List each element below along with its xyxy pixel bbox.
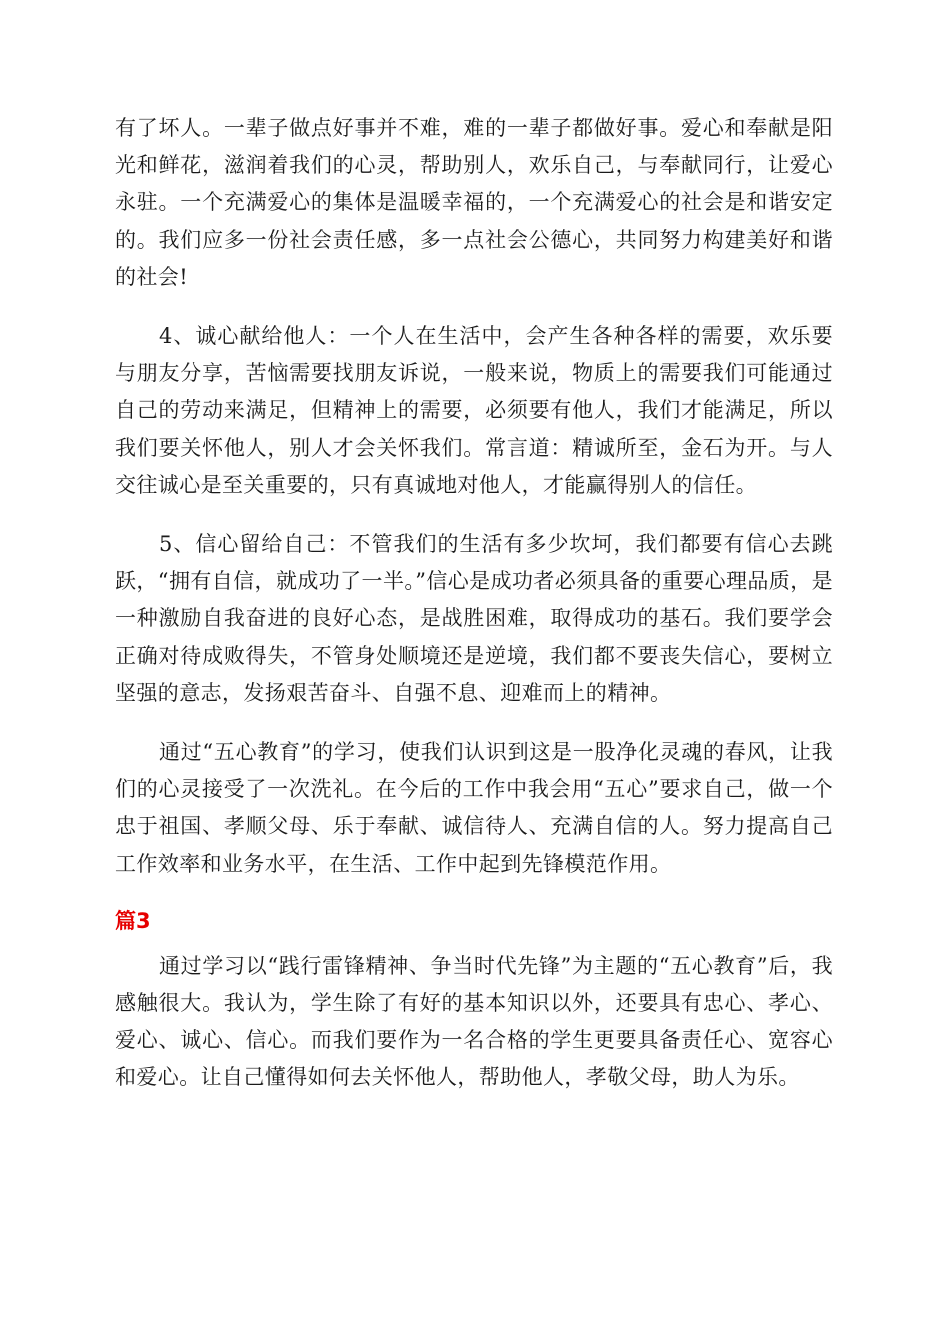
paragraph-gap xyxy=(115,504,833,526)
paragraph-gap xyxy=(115,296,833,318)
paragraph-continued: 有了坏人。一辈子做点好事并不难，难的一辈子都做好事。爱心和奉献是阳光和鲜花，滋润着我们的心灵，帮助别人，欢乐自己，与奉献同行，让爱心永驻。一个充满爱心的集体是温暖幸福的，一个充满爱心的社会是和谐安定的。我们应多一份社会责任感，多一点社会公德心，共同努力构建美好和谐的社会! xyxy=(115,116,833,289)
document-page xyxy=(115,110,833,1097)
paragraph-gap xyxy=(115,712,833,734)
paragraph-summary: 通过“五心教育”的学习，使我们认识到这是一股净化灵魂的春风，让我们的心灵接受了一次洗礼。在今后的工作中我会用“五心”要求自己，做一个忠于祖国、孝顺父母、乐于奉献、诚信待人、充满自信的人。努力提高自己工作效率和业务水平，在生活、工作中起到先锋模范作用。 xyxy=(115,740,833,876)
paragraph-item-5: 5、信心留给自己：不管我们的生活有多少坎坷，我们都要有信心去跳跃，“拥有自信，就成功了一半。”信心是成功者必须具备的重要心理品质，是一种激励自我奋进的良好心态，是战胜困难，取得成功的基石。我们要学会正确对待成败得失，不管身处顺境还是逆境，我们都不要丧失信心，要树立坚强的意志，发扬艰苦奋斗、自强不息、迎难而上的精神。 xyxy=(115,532,833,705)
paragraph-section-3: 通过学习以“践行雷锋精神、争当时代先锋”为主题的“五心教育”后，我感触很大。我认为，学生除了有好的基本知识以外，还要具有忠心、孝心、爱心、诚心、信心。而我们要作为一名合格的学生更要具备责任心、宽容心和爱心。让自己懂得如何去关怀他人，帮助他人，孝敬父母，助人为乐。 xyxy=(115,953,833,1090)
heading-gap xyxy=(115,940,833,948)
paragraph-gap xyxy=(115,883,833,903)
section-heading: 篇3 xyxy=(115,908,151,933)
paragraph-item-4: 4、诚心献给他人：一个人在生活中，会产生各种各样的需要，欢乐要与朋友分享，苦恼需要找朋友诉说，一般来说，物质上的需要我们可能通过自己的劳动来满足，但精神上的需要，必须要有他人，我们才能满足，所以我们要关怀他人，别人才会关怀我们。常言道：精诚所至，金石为开。与人交往诚心是至关重要的，只有真诚地对他人，才能赢得别人的信任。 xyxy=(115,324,833,497)
